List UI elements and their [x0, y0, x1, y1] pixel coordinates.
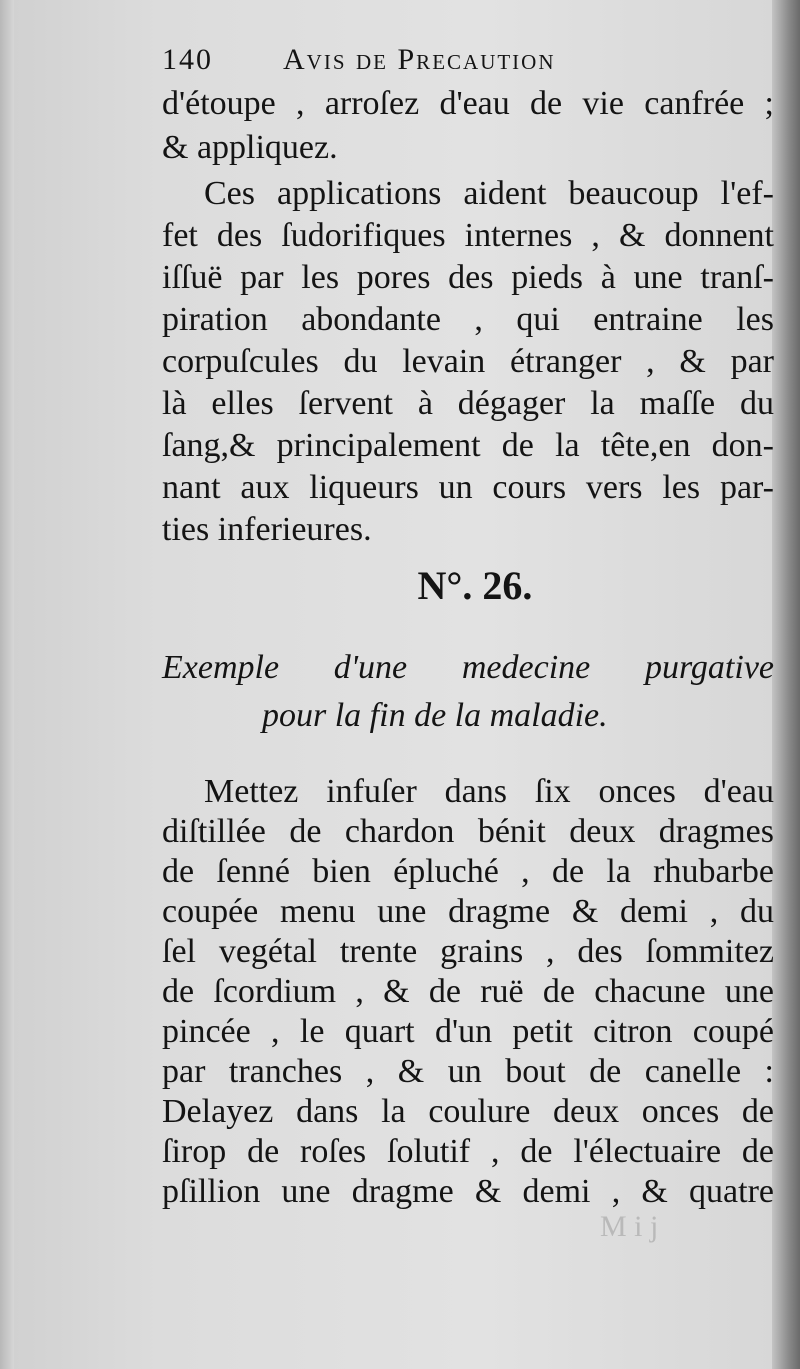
text-line: de ſcordium , & de ruë de chacune une: [162, 973, 774, 1010]
text-line: coupée menu une dragme & demi , du: [162, 893, 774, 930]
heading-line-2: pour la fin de la maladie.: [262, 697, 608, 734]
text-line: là elles ſervent à dégager la maſſe du: [162, 385, 774, 422]
text-line: ſirop de roſes ſolutif , de l'électuaire de: [162, 1133, 774, 1170]
text-line: Mettez infuſer dans ſix onces d'eau: [204, 773, 774, 810]
page-left-shadow: [0, 0, 14, 1369]
text-line: nant aux liqueurs un cours vers les par-: [162, 469, 774, 506]
text-line: de ſenné bien épluché , de la rhubarbe: [162, 853, 774, 890]
text-line: ſang,& principalement de la tête,en don-: [162, 427, 774, 464]
text-line: ties inferieures.: [162, 511, 372, 548]
text-line: ſel vegétal trente grains , des ſommitez: [162, 933, 774, 970]
running-header: [162, 40, 652, 80]
text-line: pſillion une dragme & demi , & quatre: [162, 1173, 774, 1210]
text-line: pincée , le quart d'un petit citron coupé: [162, 1013, 774, 1050]
text-line: d'étoupe , arroſez d'eau de vie canfrée ;: [162, 85, 774, 122]
text-line: & appliquez.: [162, 129, 338, 166]
text-line: Delayez dans la coulure deux onces de: [162, 1093, 774, 1130]
text-line: iſſuë par les pores des pieds à une tranſ-: [162, 259, 774, 296]
signature-mark: M i j: [600, 1210, 659, 1243]
section-number: N°. 26.: [417, 563, 533, 608]
text-line: par tranches , & un bout de canelle :: [162, 1053, 774, 1090]
text-line: piration abondante , qui entraine les: [162, 301, 774, 338]
heading-line-1: Exemple d'une medecine purgative: [162, 649, 774, 686]
text-line: Ces applications aident beaucoup l'ef-: [204, 175, 774, 212]
text-line: fet des ſudorifiques internes , & donnent: [162, 217, 774, 254]
page-number: 140: [162, 43, 213, 76]
text-line: corpuſcules du levain étranger , & par: [162, 343, 774, 380]
text-line: diſtillée de chardon bénit deux dragmes: [162, 813, 774, 850]
page-right-edge: [772, 0, 800, 1369]
running-title: Avis de Precaution: [283, 43, 556, 76]
